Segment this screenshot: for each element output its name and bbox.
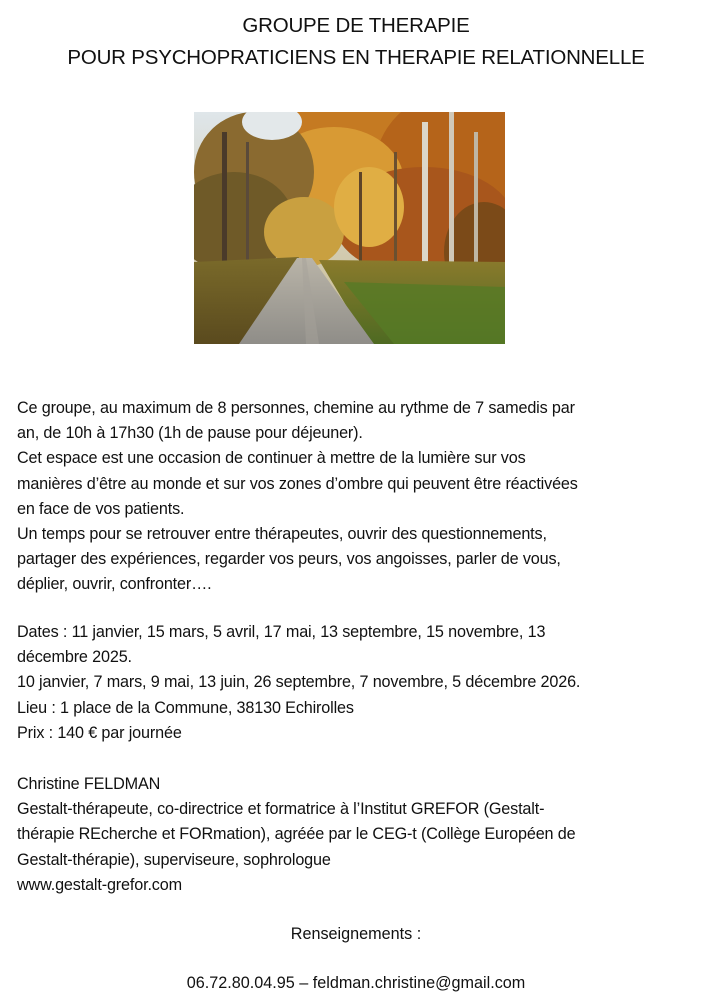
presenter-bio-line: Gestalt-thérapie), superviseure, sophrologue — [17, 850, 331, 869]
presenter-info — [17, 772, 697, 898]
info-heading: Renseignements : — [290, 925, 422, 943]
dates-line: 10 janvier, 7 mars, 9 mai, 13 juin, 26 septembre, 7 novembre, 5 décembre 2026. — [17, 673, 581, 692]
intro-line: en face de vos patients. — [17, 499, 185, 518]
intro-line: Ce groupe, au maximum de 8 personnes, chemine au rythme de 7 samedis par — [17, 399, 575, 417]
autumn-road-photo — [194, 112, 505, 344]
dates-line: décembre 2025. — [17, 648, 132, 667]
presenter-bio-line: Gestalt-thérapeute, co-directrice et formatrice à l’Institut GREFOR (Gestalt- — [17, 800, 545, 819]
intro-line: partager des expériences, regarder vos peurs, vos angoisses, parler de vous, — [17, 550, 561, 569]
page-title: GROUPE DE THERAPIE — [242, 14, 470, 37]
price-line: Prix : 140 € par journée — [17, 723, 182, 742]
presenter-name: Christine FELDMAN — [17, 775, 161, 793]
presenter-bio-line: thérapie REcherche et FORmation), agréée par le CEG-t (Collège Européen de — [17, 825, 576, 844]
intro-line: déplier, ouvrir, confronter…. — [17, 575, 212, 594]
location-line: Lieu : 1 place de la Commune, 38130 Echirolles — [17, 698, 354, 717]
practical-info — [17, 620, 697, 746]
dates-line: Dates : 11 janvier, 15 mars, 5 avril, 17 mai, 13 septembre, 15 novembre, 13 — [17, 623, 546, 641]
intro-line: Un temps pour se retrouver entre thérapeutes, ouvrir des questionnements, — [17, 525, 547, 544]
intro-line: an, de 10h à 17h30 (1h de pause pour déjeuner). — [17, 424, 363, 443]
page-subtitle: POUR PSYCHOPRATICIENS EN THERAPIE RELATIONNELLE — [67, 46, 645, 69]
intro-line: Cet espace est une occasion de continuer à mettre de la lumière sur vos — [17, 449, 526, 468]
website-link[interactable]: www.gestalt-grefor.com — [17, 875, 182, 894]
contact-line[interactable]: 06.72.80.04.95 – feldman.christine@gmail.com — [186, 974, 526, 992]
intro-line: manières d’être au monde et sur vos zones d’ombre qui peuvent être réactivées — [17, 474, 578, 493]
intro-paragraph — [17, 396, 697, 598]
